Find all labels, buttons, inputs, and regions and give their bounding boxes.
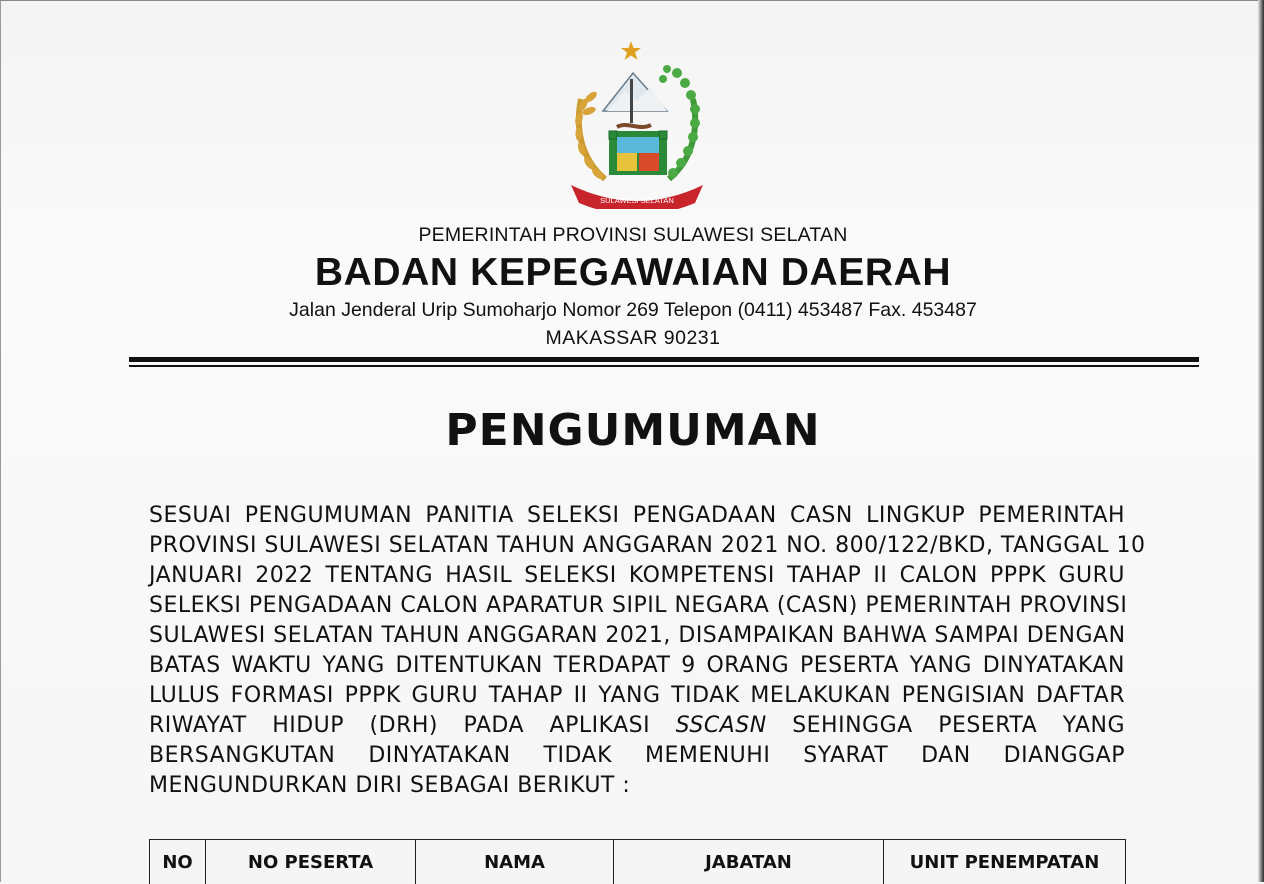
column-header-unit-penempatan: UNIT PENEMPATAN bbox=[884, 840, 1126, 884]
letterhead-divider-thick bbox=[129, 357, 1199, 362]
body-line: JANUARI 2022 TENTANG HASIL SELEKSI KOMPETENSI TAHAP II CALON PPPK GURU bbox=[149, 561, 1125, 591]
table-header-row bbox=[150, 840, 1126, 884]
government-name: PEMERINTAH PROVINSI SULAWESI SELATAN bbox=[1, 224, 1264, 247]
scan-edge-shadow bbox=[1258, 0, 1264, 882]
body-line: SULAWESI SELATAN TAHUN ANGGARAN 2021, DISAMPAIKAN BAHWA SAMPAI DENGAN bbox=[149, 621, 1125, 651]
announcement-title: PENGUMUMAN bbox=[1, 405, 1264, 456]
body-line: BATAS WAKTU YANG DITENTUKAN TERDAPAT 9 ORANG PESERTA YANG DINYATAKAN bbox=[149, 651, 1125, 681]
letterhead-divider-thin bbox=[129, 365, 1199, 367]
agency-address: Jalan Jenderal Urip Sumoharjo Nomor 269 Telepon (0411) 453487 Fax. 453487 bbox=[1, 299, 1264, 322]
app-name-sscasn: SSCASN bbox=[676, 713, 767, 738]
agency-city: MAKASSAR 90231 bbox=[1, 327, 1264, 350]
body-line: BERSANGKUTAN DINYATAKAN TIDAK MEMENUHI SYARAT DAN DIANGGAP bbox=[149, 741, 1125, 771]
column-header-nama: NAMA bbox=[416, 840, 614, 884]
body-line: SESUAI PENGUMUMAN PANITIA SELEKSI PENGADAAN CASN LINGKUP PEMERINTAH bbox=[149, 501, 1125, 531]
body-line: MENGUNDURKAN DIRI SEBAGAI BERIKUT : bbox=[149, 771, 1125, 801]
column-header-no: NO bbox=[150, 840, 206, 884]
emblem-banner-text: SULAWESI SELATAN bbox=[600, 196, 674, 205]
body-line: PROVINSI SULAWESI SELATAN TAHUN ANGGARAN 2021 NO. 800/122/BKD, TANGGAL 10 bbox=[149, 531, 1125, 561]
column-header-jabatan: JABATAN bbox=[614, 840, 884, 884]
star-emblem bbox=[621, 41, 641, 60]
body-line-with-app-name bbox=[149, 711, 1125, 741]
agency-name: BADAN KEPEGAWAIAN DAERAH bbox=[1, 251, 1264, 295]
column-header-no-peserta: NO PESERTA bbox=[206, 840, 416, 884]
body-line: LULUS FORMASI PPPK GURU TAHAP II YANG TIDAK MELAKUKAN PENGISIAN DAFTAR bbox=[149, 681, 1125, 711]
province-emblem-logo bbox=[567, 39, 707, 209]
body-line-segment: SEHINGGA PESERTA YANG bbox=[792, 713, 1125, 738]
announcement-body bbox=[149, 501, 1125, 801]
body-line-segment: RIWAYAT HIDUP (DRH) PADA APLIKASI bbox=[149, 713, 650, 738]
body-line: SELEKSI PENGADAAN CALON APARATUR SIPIL NEGARA (CASN) PEMERINTAH PROVINSI bbox=[149, 591, 1125, 621]
participants-table bbox=[149, 839, 1126, 884]
